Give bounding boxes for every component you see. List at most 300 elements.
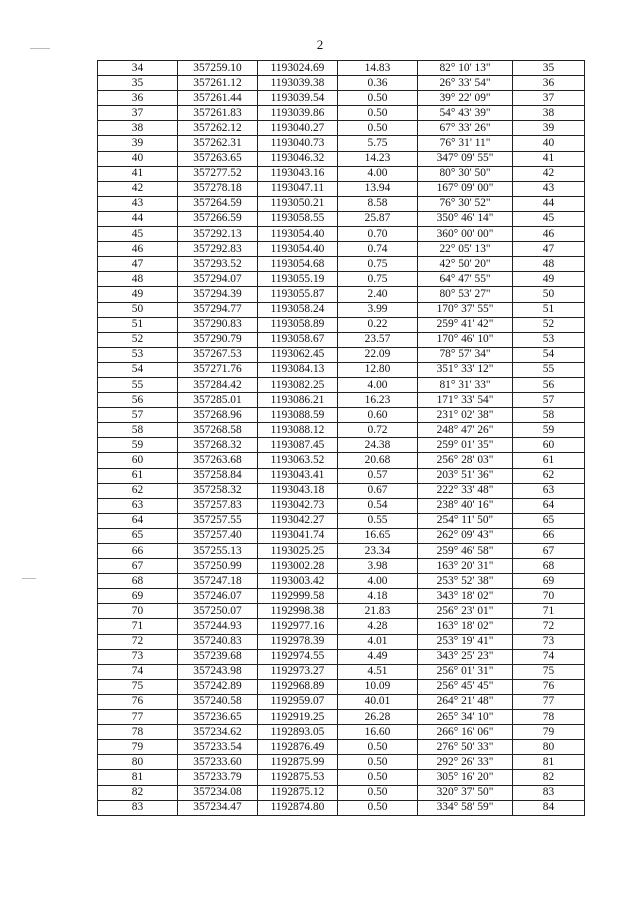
point-number-cell: 67 xyxy=(98,559,178,574)
y-coordinate-cell: 1193088.59 xyxy=(258,408,338,423)
x-coordinate-cell: 357236.65 xyxy=(178,710,258,725)
table-row xyxy=(98,136,585,151)
next-point-cell: 59 xyxy=(513,423,585,438)
x-coordinate-cell: 357268.58 xyxy=(178,423,258,438)
point-number-cell: 34 xyxy=(98,61,178,76)
x-coordinate-cell: 357293.52 xyxy=(178,257,258,272)
table-row xyxy=(98,211,585,226)
table-row xyxy=(98,770,585,785)
y-coordinate-cell: 1193025.25 xyxy=(258,544,338,559)
bearing-cell: 360° 00' 00" xyxy=(418,227,513,242)
distance-cell: 0.72 xyxy=(338,423,418,438)
distance-cell: 0.36 xyxy=(338,76,418,91)
distance-cell: 0.50 xyxy=(338,770,418,785)
point-number-cell: 54 xyxy=(98,362,178,377)
next-point-cell: 36 xyxy=(513,76,585,91)
point-number-cell: 41 xyxy=(98,166,178,181)
bearing-cell: 254° 11' 50" xyxy=(418,513,513,528)
bearing-cell: 259° 46' 58" xyxy=(418,544,513,559)
bearing-cell: 266° 16' 06" xyxy=(418,725,513,740)
distance-cell: 4.49 xyxy=(338,649,418,664)
point-number-cell: 65 xyxy=(98,528,178,543)
next-point-cell: 38 xyxy=(513,106,585,121)
table-row xyxy=(98,483,585,498)
next-point-cell: 84 xyxy=(513,800,585,815)
table-row xyxy=(98,287,585,302)
point-number-cell: 45 xyxy=(98,227,178,242)
distance-cell: 16.60 xyxy=(338,725,418,740)
point-number-cell: 61 xyxy=(98,468,178,483)
x-coordinate-cell: 357233.54 xyxy=(178,740,258,755)
bearing-cell: 67° 33' 26" xyxy=(418,121,513,136)
distance-cell: 4.51 xyxy=(338,664,418,679)
y-coordinate-cell: 1193042.27 xyxy=(258,513,338,528)
distance-cell: 0.50 xyxy=(338,755,418,770)
y-coordinate-cell: 1193062.45 xyxy=(258,347,338,362)
next-point-cell: 50 xyxy=(513,287,585,302)
y-coordinate-cell: 1193084.13 xyxy=(258,362,338,377)
y-coordinate-cell: 1193043.18 xyxy=(258,483,338,498)
distance-cell: 0.60 xyxy=(338,408,418,423)
x-coordinate-cell: 357234.47 xyxy=(178,800,258,815)
table-row xyxy=(98,408,585,423)
point-number-cell: 70 xyxy=(98,604,178,619)
table-row xyxy=(98,438,585,453)
y-coordinate-cell: 1193039.38 xyxy=(258,76,338,91)
table-row xyxy=(98,589,585,604)
bearing-cell: 39° 22' 09" xyxy=(418,91,513,106)
x-coordinate-cell: 357277.52 xyxy=(178,166,258,181)
x-coordinate-cell: 357266.59 xyxy=(178,211,258,226)
next-point-cell: 77 xyxy=(513,694,585,709)
x-coordinate-cell: 357244.93 xyxy=(178,619,258,634)
distance-cell: 5.75 xyxy=(338,136,418,151)
x-coordinate-cell: 357234.62 xyxy=(178,725,258,740)
y-coordinate-cell: 1193088.12 xyxy=(258,423,338,438)
bearing-cell: 54° 43' 39" xyxy=(418,106,513,121)
x-coordinate-cell: 357257.40 xyxy=(178,528,258,543)
next-point-cell: 49 xyxy=(513,272,585,287)
table-row xyxy=(98,785,585,800)
x-coordinate-cell: 357239.68 xyxy=(178,649,258,664)
table-row xyxy=(98,604,585,619)
distance-cell: 4.18 xyxy=(338,589,418,604)
table-row xyxy=(98,710,585,725)
bearing-cell: 163° 18' 02" xyxy=(418,619,513,634)
distance-cell: 0.50 xyxy=(338,121,418,136)
distance-cell: 0.75 xyxy=(338,272,418,287)
x-coordinate-cell: 357268.96 xyxy=(178,408,258,423)
point-number-cell: 60 xyxy=(98,453,178,468)
table-row xyxy=(98,151,585,166)
x-coordinate-cell: 357294.07 xyxy=(178,272,258,287)
point-number-cell: 81 xyxy=(98,770,178,785)
x-coordinate-cell: 357285.01 xyxy=(178,393,258,408)
point-number-cell: 39 xyxy=(98,136,178,151)
table-row xyxy=(98,740,585,755)
next-point-cell: 54 xyxy=(513,347,585,362)
table-row xyxy=(98,347,585,362)
table-row xyxy=(98,166,585,181)
distance-cell: 10.09 xyxy=(338,679,418,694)
bearing-cell: 351° 33' 12" xyxy=(418,362,513,377)
y-coordinate-cell: 1193058.24 xyxy=(258,302,338,317)
point-number-cell: 50 xyxy=(98,302,178,317)
distance-cell: 21.83 xyxy=(338,604,418,619)
next-point-cell: 35 xyxy=(513,61,585,76)
table-row xyxy=(98,528,585,543)
y-coordinate-cell: 1193043.41 xyxy=(258,468,338,483)
distance-cell: 0.74 xyxy=(338,242,418,257)
table-row xyxy=(98,91,585,106)
x-coordinate-cell: 357247.18 xyxy=(178,574,258,589)
x-coordinate-cell: 357261.44 xyxy=(178,91,258,106)
distance-cell: 0.50 xyxy=(338,106,418,121)
bearing-cell: 80° 30' 50" xyxy=(418,166,513,181)
table-row xyxy=(98,679,585,694)
y-coordinate-cell: 1193040.27 xyxy=(258,121,338,136)
next-point-cell: 52 xyxy=(513,317,585,332)
distance-cell: 24.38 xyxy=(338,438,418,453)
x-coordinate-cell: 357261.83 xyxy=(178,106,258,121)
x-coordinate-cell: 357263.65 xyxy=(178,151,258,166)
x-coordinate-cell: 357294.77 xyxy=(178,302,258,317)
point-number-cell: 38 xyxy=(98,121,178,136)
distance-cell: 4.00 xyxy=(338,377,418,392)
point-number-cell: 40 xyxy=(98,151,178,166)
distance-cell: 2.40 xyxy=(338,287,418,302)
x-coordinate-cell: 357262.31 xyxy=(178,136,258,151)
point-number-cell: 35 xyxy=(98,76,178,91)
table-row xyxy=(98,242,585,257)
y-coordinate-cell: 1193039.54 xyxy=(258,91,338,106)
x-coordinate-cell: 357294.39 xyxy=(178,287,258,302)
table-row xyxy=(98,121,585,136)
y-coordinate-cell: 1192973.27 xyxy=(258,664,338,679)
y-coordinate-cell: 1193040.73 xyxy=(258,136,338,151)
y-coordinate-cell: 1193054.68 xyxy=(258,257,338,272)
point-number-cell: 55 xyxy=(98,377,178,392)
distance-cell: 4.01 xyxy=(338,634,418,649)
bearing-cell: 259° 41' 42" xyxy=(418,317,513,332)
y-coordinate-cell: 1193050.21 xyxy=(258,196,338,211)
point-number-cell: 80 xyxy=(98,755,178,770)
bearing-cell: 222° 33' 48" xyxy=(418,483,513,498)
point-number-cell: 52 xyxy=(98,332,178,347)
y-coordinate-cell: 1193063.52 xyxy=(258,453,338,468)
point-number-cell: 58 xyxy=(98,423,178,438)
y-coordinate-cell: 1193043.16 xyxy=(258,166,338,181)
next-point-cell: 74 xyxy=(513,649,585,664)
bearing-cell: 82° 10' 13" xyxy=(418,61,513,76)
next-point-cell: 79 xyxy=(513,725,585,740)
table-row xyxy=(98,61,585,76)
distance-cell: 16.65 xyxy=(338,528,418,543)
y-coordinate-cell: 1192978.39 xyxy=(258,634,338,649)
point-number-cell: 49 xyxy=(98,287,178,302)
x-coordinate-cell: 357262.12 xyxy=(178,121,258,136)
y-coordinate-cell: 1192875.53 xyxy=(258,770,338,785)
bearing-cell: 253° 19' 41" xyxy=(418,634,513,649)
next-point-cell: 71 xyxy=(513,604,585,619)
x-coordinate-cell: 357233.60 xyxy=(178,755,258,770)
table-row xyxy=(98,800,585,815)
page-number: 2 xyxy=(316,37,324,52)
point-number-cell: 76 xyxy=(98,694,178,709)
x-coordinate-cell: 357292.83 xyxy=(178,242,258,257)
table-row xyxy=(98,544,585,559)
bearing-cell: 171° 33' 54" xyxy=(418,393,513,408)
x-coordinate-cell: 357284.42 xyxy=(178,377,258,392)
bearing-cell: 276° 50' 33" xyxy=(418,740,513,755)
y-coordinate-cell: 1193024.69 xyxy=(258,61,338,76)
table-row xyxy=(98,634,585,649)
point-number-cell: 53 xyxy=(98,347,178,362)
y-coordinate-cell: 1193058.89 xyxy=(258,317,338,332)
next-point-cell: 44 xyxy=(513,196,585,211)
bearing-cell: 334° 58' 59" xyxy=(418,800,513,815)
point-number-cell: 43 xyxy=(98,196,178,211)
next-point-cell: 56 xyxy=(513,377,585,392)
bearing-cell: 305° 16' 20" xyxy=(418,770,513,785)
x-coordinate-cell: 357233.79 xyxy=(178,770,258,785)
next-point-cell: 78 xyxy=(513,710,585,725)
y-coordinate-cell: 1193039.86 xyxy=(258,106,338,121)
bearing-cell: 26° 33' 54" xyxy=(418,76,513,91)
bearing-cell: 80° 53' 27" xyxy=(418,287,513,302)
distance-cell: 14.83 xyxy=(338,61,418,76)
point-number-cell: 75 xyxy=(98,679,178,694)
point-number-cell: 57 xyxy=(98,408,178,423)
y-coordinate-cell: 1192998.38 xyxy=(258,604,338,619)
distance-cell: 4.00 xyxy=(338,166,418,181)
bearing-cell: 262° 09' 43" xyxy=(418,528,513,543)
x-coordinate-cell: 357243.98 xyxy=(178,664,258,679)
bearing-cell: 203° 51' 36" xyxy=(418,468,513,483)
bearing-cell: 292° 26' 33" xyxy=(418,755,513,770)
y-coordinate-cell: 1193058.55 xyxy=(258,211,338,226)
table-row xyxy=(98,649,585,664)
table-row xyxy=(98,423,585,438)
distance-cell: 8.58 xyxy=(338,196,418,211)
y-coordinate-cell: 1192875.12 xyxy=(258,785,338,800)
distance-cell: 20.68 xyxy=(338,453,418,468)
bearing-cell: 238° 40' 16" xyxy=(418,498,513,513)
bearing-cell: 78° 57' 34" xyxy=(418,347,513,362)
x-coordinate-cell: 357268.32 xyxy=(178,438,258,453)
y-coordinate-cell: 1192919.25 xyxy=(258,710,338,725)
distance-cell: 0.55 xyxy=(338,513,418,528)
y-coordinate-cell: 1193055.19 xyxy=(258,272,338,287)
distance-cell: 25.87 xyxy=(338,211,418,226)
next-point-cell: 83 xyxy=(513,785,585,800)
next-point-cell: 72 xyxy=(513,619,585,634)
y-coordinate-cell: 1193046.32 xyxy=(258,151,338,166)
point-number-cell: 74 xyxy=(98,664,178,679)
next-point-cell: 67 xyxy=(513,544,585,559)
distance-cell: 0.57 xyxy=(338,468,418,483)
table-row xyxy=(98,317,585,332)
distance-cell: 22.09 xyxy=(338,347,418,362)
distance-cell: 0.50 xyxy=(338,800,418,815)
next-point-cell: 45 xyxy=(513,211,585,226)
x-coordinate-cell: 357263.68 xyxy=(178,453,258,468)
x-coordinate-cell: 357259.10 xyxy=(178,61,258,76)
distance-cell: 0.67 xyxy=(338,483,418,498)
point-number-cell: 71 xyxy=(98,619,178,634)
next-point-cell: 63 xyxy=(513,483,585,498)
x-coordinate-cell: 357258.84 xyxy=(178,468,258,483)
x-coordinate-cell: 357271.76 xyxy=(178,362,258,377)
next-point-cell: 76 xyxy=(513,679,585,694)
bearing-cell: 256° 45' 45" xyxy=(418,679,513,694)
x-coordinate-cell: 357257.83 xyxy=(178,498,258,513)
y-coordinate-cell: 1192875.99 xyxy=(258,755,338,770)
y-coordinate-cell: 1192968.89 xyxy=(258,679,338,694)
distance-cell: 0.75 xyxy=(338,257,418,272)
bearing-cell: 256° 01' 31" xyxy=(418,664,513,679)
y-coordinate-cell: 1193054.40 xyxy=(258,227,338,242)
distance-cell: 3.99 xyxy=(338,302,418,317)
point-number-cell: 72 xyxy=(98,634,178,649)
table-row xyxy=(98,574,585,589)
bearing-cell: 163° 20' 31" xyxy=(418,559,513,574)
distance-cell: 13.94 xyxy=(338,181,418,196)
point-number-cell: 83 xyxy=(98,800,178,815)
x-coordinate-cell: 357264.59 xyxy=(178,196,258,211)
y-coordinate-cell: 1192876.49 xyxy=(258,740,338,755)
y-coordinate-cell: 1193082.25 xyxy=(258,377,338,392)
distance-cell: 23.34 xyxy=(338,544,418,559)
table-row xyxy=(98,468,585,483)
next-point-cell: 65 xyxy=(513,513,585,528)
bearing-cell: 347° 09' 55" xyxy=(418,151,513,166)
distance-cell: 16.23 xyxy=(338,393,418,408)
bearing-cell: 259° 01' 35" xyxy=(418,438,513,453)
next-point-cell: 64 xyxy=(513,498,585,513)
point-number-cell: 82 xyxy=(98,785,178,800)
bearing-cell: 231° 02' 38" xyxy=(418,408,513,423)
table-row xyxy=(98,181,585,196)
point-number-cell: 66 xyxy=(98,544,178,559)
point-number-cell: 77 xyxy=(98,710,178,725)
y-coordinate-cell: 1192977.16 xyxy=(258,619,338,634)
x-coordinate-cell: 357240.83 xyxy=(178,634,258,649)
next-point-cell: 82 xyxy=(513,770,585,785)
distance-cell: 14.23 xyxy=(338,151,418,166)
bearing-cell: 350° 46' 14" xyxy=(418,211,513,226)
point-number-cell: 44 xyxy=(98,211,178,226)
table-row xyxy=(98,694,585,709)
next-point-cell: 48 xyxy=(513,257,585,272)
distance-cell: 0.50 xyxy=(338,785,418,800)
x-coordinate-cell: 357242.89 xyxy=(178,679,258,694)
x-coordinate-cell: 357234.08 xyxy=(178,785,258,800)
point-number-cell: 56 xyxy=(98,393,178,408)
point-number-cell: 48 xyxy=(98,272,178,287)
next-point-cell: 66 xyxy=(513,528,585,543)
table-row xyxy=(98,513,585,528)
point-number-cell: 78 xyxy=(98,725,178,740)
point-number-cell: 79 xyxy=(98,740,178,755)
table-row xyxy=(98,664,585,679)
next-point-cell: 73 xyxy=(513,634,585,649)
bearing-cell: 22° 05' 13" xyxy=(418,242,513,257)
distance-cell: 23.57 xyxy=(338,332,418,347)
table-row xyxy=(98,559,585,574)
next-point-cell: 40 xyxy=(513,136,585,151)
bearing-cell: 343° 18' 02" xyxy=(418,589,513,604)
bearing-cell: 81° 31' 33" xyxy=(418,377,513,392)
point-number-cell: 36 xyxy=(98,91,178,106)
table-row xyxy=(98,498,585,513)
table-row xyxy=(98,725,585,740)
table-row xyxy=(98,302,585,317)
table-row xyxy=(98,393,585,408)
y-coordinate-cell: 1192874.80 xyxy=(258,800,338,815)
x-coordinate-cell: 357261.12 xyxy=(178,76,258,91)
next-point-cell: 68 xyxy=(513,559,585,574)
table-row xyxy=(98,619,585,634)
bearing-cell: 76° 31' 11" xyxy=(418,136,513,151)
distance-cell: 0.54 xyxy=(338,498,418,513)
distance-cell: 26.28 xyxy=(338,710,418,725)
x-coordinate-cell: 357292.13 xyxy=(178,227,258,242)
y-coordinate-cell: 1193086.21 xyxy=(258,393,338,408)
next-point-cell: 55 xyxy=(513,362,585,377)
table-row xyxy=(98,377,585,392)
table-row xyxy=(98,453,585,468)
point-number-cell: 69 xyxy=(98,589,178,604)
bearing-cell: 170° 46' 10" xyxy=(418,332,513,347)
point-number-cell: 73 xyxy=(98,649,178,664)
y-coordinate-cell: 1193047.11 xyxy=(258,181,338,196)
bearing-cell: 167° 09' 00" xyxy=(418,181,513,196)
next-point-cell: 41 xyxy=(513,151,585,166)
next-point-cell: 39 xyxy=(513,121,585,136)
point-number-cell: 42 xyxy=(98,181,178,196)
table-row xyxy=(98,257,585,272)
x-coordinate-cell: 357250.07 xyxy=(178,604,258,619)
distance-cell: 40.01 xyxy=(338,694,418,709)
y-coordinate-cell: 1193003.42 xyxy=(258,574,338,589)
distance-cell: 12.80 xyxy=(338,362,418,377)
x-coordinate-cell: 357290.79 xyxy=(178,332,258,347)
next-point-cell: 60 xyxy=(513,438,585,453)
point-number-cell: 37 xyxy=(98,106,178,121)
next-point-cell: 51 xyxy=(513,302,585,317)
distance-cell: 3.98 xyxy=(338,559,418,574)
next-point-cell: 70 xyxy=(513,589,585,604)
y-coordinate-cell: 1193042.73 xyxy=(258,498,338,513)
bearing-cell: 256° 23' 01" xyxy=(418,604,513,619)
x-coordinate-cell: 357255.13 xyxy=(178,544,258,559)
next-point-cell: 62 xyxy=(513,468,585,483)
table-row xyxy=(98,76,585,91)
bearing-cell: 343° 25' 23" xyxy=(418,649,513,664)
y-coordinate-cell: 1193002.28 xyxy=(258,559,338,574)
table-row xyxy=(98,196,585,211)
y-coordinate-cell: 1193054.40 xyxy=(258,242,338,257)
next-point-cell: 81 xyxy=(513,755,585,770)
next-point-cell: 75 xyxy=(513,664,585,679)
x-coordinate-cell: 357267.53 xyxy=(178,347,258,362)
x-coordinate-cell: 357258.32 xyxy=(178,483,258,498)
table-row xyxy=(98,272,585,287)
x-coordinate-cell: 357246.07 xyxy=(178,589,258,604)
bearing-cell: 64° 47' 55" xyxy=(418,272,513,287)
distance-cell: 4.28 xyxy=(338,619,418,634)
